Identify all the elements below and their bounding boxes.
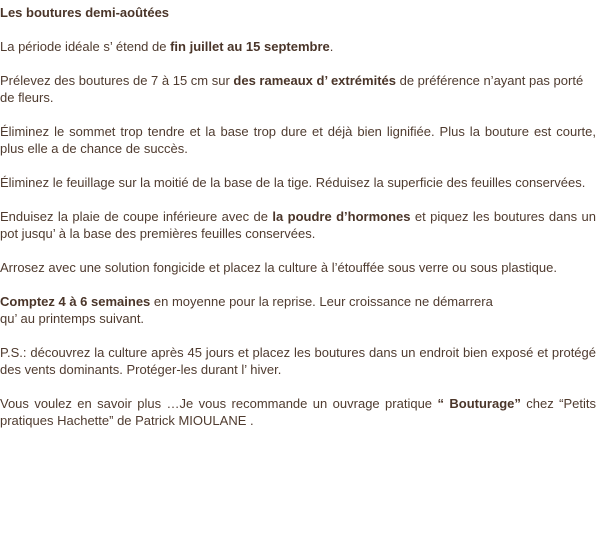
hormones-text-start: Enduisez la plaie de coupe inférieure avec de bbox=[0, 209, 273, 224]
paragraph-top-removal: Éliminez le sommet trop tendre et la base trop dure et déjà bien lignifiée. Plus la bouture est courte, plus elle a de chance de succès. bbox=[0, 124, 596, 156]
book-title: “ Bouturage” bbox=[437, 396, 521, 411]
weeks-text-end: qu’ au printemps suivant. bbox=[0, 311, 145, 326]
period-text: La période idéale s’ étend de bbox=[0, 39, 171, 54]
weeks-text: en moyenne pour la reprise. Leur croissance ne démarrera bbox=[150, 294, 493, 309]
weeks-highlight: Comptez 4 à 6 semaines bbox=[0, 294, 151, 309]
paragraph-hormones bbox=[0, 208, 596, 242]
paragraph-weeks bbox=[0, 293, 596, 327]
paragraph-book bbox=[0, 395, 596, 429]
hormones-highlight: la poudre d’hormones bbox=[272, 209, 411, 224]
cuttings-text-end: de préférence n’ayant pas porté de fleurs. bbox=[0, 73, 584, 105]
cuttings-text-start: Prélevez des boutures de 7 à 15 cm sur bbox=[0, 73, 234, 88]
paragraph-foliage: Éliminez le feuillage sur la moitié de la base de la tige. Réduisez la superficie des feuilles conservées. bbox=[0, 175, 586, 190]
book-text-end: chez “Petits pratiques Hachette” de Patrick MIOULANE . bbox=[0, 396, 596, 428]
article-title: Les boutures demi-aoûtées bbox=[0, 5, 170, 20]
period-end: . bbox=[329, 39, 334, 54]
hormones-text-end: et piquez les boutures dans un pot jusqu’ à la base des premières feuilles conservées. bbox=[0, 209, 596, 241]
period-dates: fin juillet au 15 septembre bbox=[170, 39, 330, 54]
paragraph-cuttings bbox=[0, 72, 596, 106]
paragraph-ps: P.S.: découvrez la culture après 45 jours et placez les boutures dans un endroit bien exposé et protégé des vents dominants. Protéger-les durant l’ hiver. bbox=[0, 345, 596, 377]
book-text-start: Vous voulez en savoir plus …Je vous recommande un ouvrage pratique bbox=[0, 396, 438, 411]
paragraph-period bbox=[0, 38, 596, 55]
article bbox=[0, 4, 596, 446]
paragraph-watering: Arrosez avec une solution fongicide et placez la culture à l’étouffée sous verre ou sous plastique. bbox=[0, 260, 557, 275]
cuttings-highlight: des rameaux d’ extrémités bbox=[233, 73, 396, 88]
